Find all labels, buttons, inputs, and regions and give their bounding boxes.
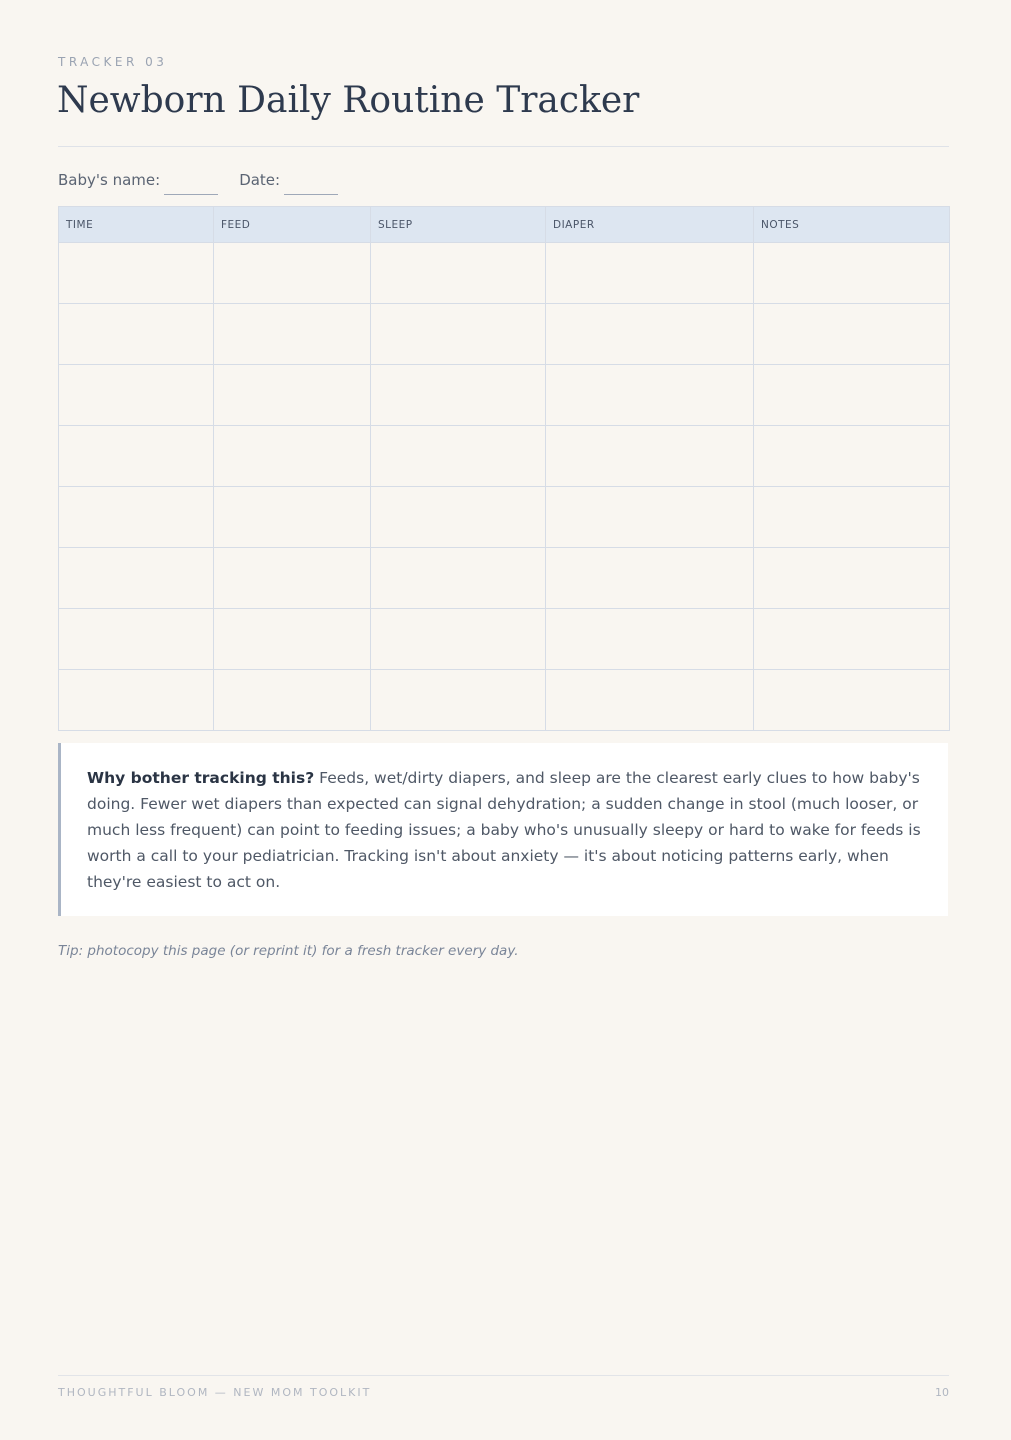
table-cell-feed[interactable] [214, 365, 371, 426]
table-cell-time[interactable] [59, 670, 214, 731]
tip-text: Tip: photocopy this page (or reprint it) for a fresh tracker every day. [58, 943, 519, 959]
page-title: Newborn Daily Routine Tracker [57, 80, 640, 121]
table-row [59, 304, 950, 365]
table-body [59, 243, 950, 731]
table-row [59, 548, 950, 609]
table-cell-feed[interactable] [214, 304, 371, 365]
title-divider [58, 146, 949, 147]
table-cell-sleep[interactable] [371, 243, 546, 304]
column-header-time: TIME [59, 207, 214, 243]
table-row [59, 365, 950, 426]
table-cell-sleep[interactable] [371, 426, 546, 487]
tracker-eyebrow: TRACKER 03 [58, 55, 168, 69]
table-cell-feed[interactable] [214, 487, 371, 548]
table-cell-time[interactable] [59, 487, 214, 548]
table-row [59, 609, 950, 670]
table-cell-feed[interactable] [214, 670, 371, 731]
table-cell-notes[interactable] [754, 609, 950, 670]
table-cell-notes[interactable] [754, 487, 950, 548]
why-track-callout [58, 743, 948, 916]
table-cell-feed[interactable] [214, 426, 371, 487]
baby-name-label: Baby's name: [58, 171, 161, 189]
date-field[interactable] [284, 193, 338, 195]
callout-body: Feeds, wet/dirty diapers, and sleep are the clearest early clues to how baby's doing. Fewer wet diapers than expected can signal dehydration; a sudden change in stool (much looser, or much less frequent) can point to feeding issues; a baby who's unusually sleepy or hard to wake for feeds is worth a call to your pediatrician. Tracking isn't about anxiety — it's about noticing patterns early, when they're easiest to act on. [87, 769, 921, 891]
table-cell-time[interactable] [59, 243, 214, 304]
table-row [59, 487, 950, 548]
table-cell-diaper[interactable] [546, 548, 754, 609]
table-cell-notes[interactable] [754, 365, 950, 426]
table-row [59, 670, 950, 731]
table-cell-time[interactable] [59, 609, 214, 670]
table-cell-diaper[interactable] [546, 365, 754, 426]
footer-divider [58, 1375, 949, 1376]
footer-brand: THOUGHTFUL BLOOM — NEW MOM TOOLKIT [58, 1386, 372, 1399]
table-cell-time[interactable] [59, 426, 214, 487]
column-header-diaper: DIAPER [546, 207, 754, 243]
callout-lead: Why bother tracking this? [87, 769, 315, 787]
table-cell-diaper[interactable] [546, 609, 754, 670]
table-cell-notes[interactable] [754, 548, 950, 609]
table-cell-time[interactable] [59, 365, 214, 426]
table-row [59, 243, 950, 304]
table-cell-notes[interactable] [754, 670, 950, 731]
column-header-feed: FEED [214, 207, 371, 243]
table-cell-notes[interactable] [754, 426, 950, 487]
table-cell-diaper[interactable] [546, 426, 754, 487]
table-header-row [59, 207, 950, 243]
column-header-notes: NOTES [754, 207, 950, 243]
table-cell-notes[interactable] [754, 304, 950, 365]
table-row [59, 426, 950, 487]
table-cell-feed[interactable] [214, 243, 371, 304]
table-cell-sleep[interactable] [371, 609, 546, 670]
table-cell-sleep[interactable] [371, 487, 546, 548]
date-label: Date: [239, 171, 281, 189]
table-cell-diaper[interactable] [546, 243, 754, 304]
table-cell-sleep[interactable] [371, 548, 546, 609]
column-header-sleep: SLEEP [371, 207, 546, 243]
table-cell-time[interactable] [59, 548, 214, 609]
table-cell-feed[interactable] [214, 609, 371, 670]
table-cell-sleep[interactable] [371, 304, 546, 365]
table-cell-diaper[interactable] [546, 670, 754, 731]
tracker-table [58, 206, 950, 731]
table-cell-sleep[interactable] [371, 670, 546, 731]
table-cell-time[interactable] [59, 304, 214, 365]
baby-name-field[interactable] [164, 193, 218, 195]
table-cell-diaper[interactable] [546, 304, 754, 365]
table-cell-diaper[interactable] [546, 487, 754, 548]
form-fields [58, 171, 338, 189]
table-cell-feed[interactable] [214, 548, 371, 609]
page-number: 10 [935, 1386, 949, 1399]
table-cell-notes[interactable] [754, 243, 950, 304]
table-cell-sleep[interactable] [371, 365, 546, 426]
